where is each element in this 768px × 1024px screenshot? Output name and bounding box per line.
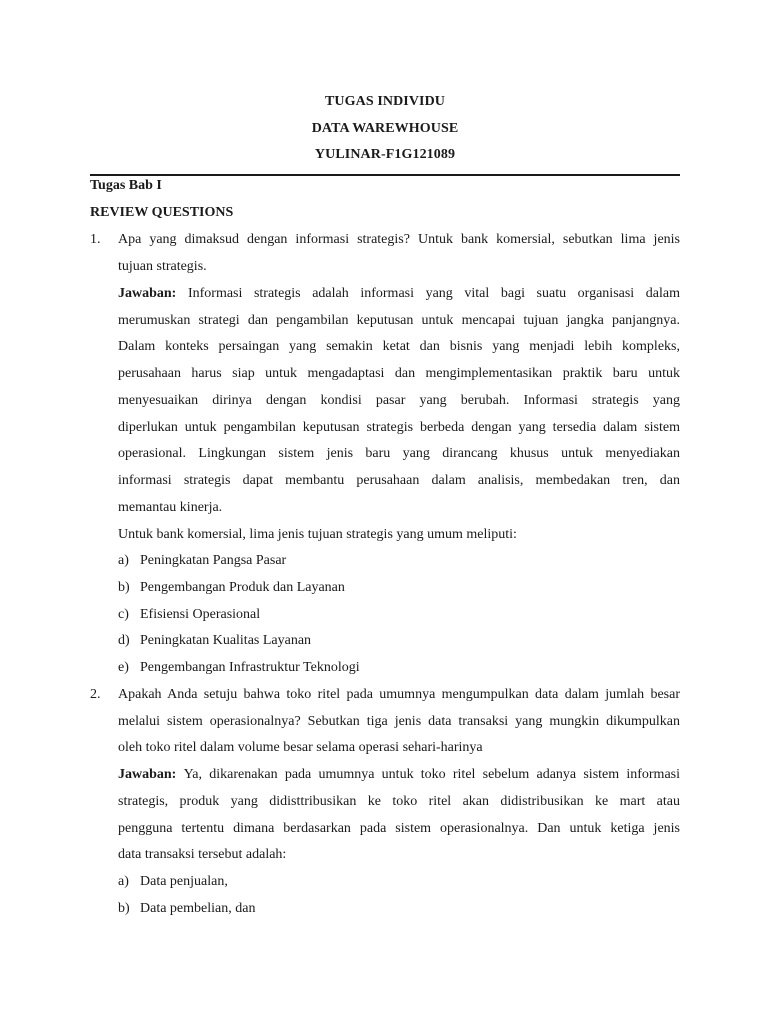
document-subject: DATA WAREWHOUSE [311, 121, 459, 136]
answer-2-text: Ya, dikarenakan pada umumnya untuk toko ritel sebelum adanya sistem informasi [183, 767, 681, 782]
answer-2-line: pengguna tertentu dimana berdasarkan pada sistem operasionalnya. Dan untuk ketiga jenis [118, 821, 680, 836]
answer-1-intro: Untuk bank komersial, lima jenis tujuan strategis yang umum meliputi: [118, 527, 517, 542]
answer-1-line: operasional. Lingkungan sistem jenis baru yang dirancang khusus untuk menyediakan [118, 446, 680, 461]
answer-1-line-1 [118, 286, 680, 302]
list-item-marker: d) [118, 633, 130, 648]
section-label: Tugas Bab I [90, 178, 162, 193]
document-title: TUGAS INDIVIDU [324, 94, 446, 109]
answer-1-line: informasi strategis dapat membantu perusahaan dalam analisis, membedakan tren, dan [118, 473, 680, 488]
list-item: Peningkatan Kualitas Layanan [140, 633, 312, 648]
question-2-text-line: Apakah Anda setuju bahwa toko ritel pada umumnya mengumpulkan data dalam jumlah besar [118, 687, 680, 702]
answer-1-line: perusahaan harus siap untuk mengadaptasi dan mengimplementasikan praktik baru untuk [118, 366, 680, 381]
answer-2-line: strategis, produk yang didisttribusikan ke toko ritel akan didistribusikan ke mart atau [118, 794, 680, 809]
answer-1-line: menyesuaikan dirinya dengan kondisi pasar yang berubah. Informasi strategis yang [118, 393, 680, 408]
list-item-marker: e) [118, 660, 129, 675]
question-1-number: 1. [90, 232, 101, 247]
list-item-marker: c) [118, 607, 129, 622]
list-item: Peningkatan Pangsa Pasar [140, 553, 287, 568]
answer-1-label: Jawaban: [118, 286, 177, 301]
section-heading: REVIEW QUESTIONS [90, 205, 234, 220]
answer-1-line: memantau kinerja. [118, 500, 223, 515]
question-2-number: 2. [90, 687, 101, 702]
document-author: YULINAR-F1G121089 [314, 147, 456, 162]
question-1-text-line: tujuan strategis. [118, 259, 207, 274]
answer-2-line: data transaksi tersebut adalah: [118, 847, 287, 862]
list-item: Efisiensi Operasional [140, 607, 261, 622]
list-item: Pengembangan Produk dan Layanan [140, 580, 345, 595]
answer-1-text: Informasi strategis adalah informasi yang vital bagi suatu organisasi dalam [187, 286, 680, 301]
list-item-marker: a) [118, 874, 129, 889]
question-2-text-line: oleh toko ritel dalam volume besar selama operasi sehari-harinya [118, 740, 483, 755]
list-item: Data pembelian, dan [140, 901, 256, 916]
answer-2-line-1 [118, 767, 680, 783]
answer-1-line: Dalam konteks persaingan yang semakin ketat dan bisnis yang menjadi lebih kompleks, [118, 339, 680, 354]
list-item-marker: b) [118, 901, 130, 916]
question-1-text-line: Apa yang dimaksud dengan informasi strategis? Untuk bank komersial, sebutkan lima jenis [118, 232, 680, 247]
answer-2-label: Jawaban: [118, 767, 177, 782]
list-item-marker: a) [118, 553, 129, 568]
list-item: Data penjualan, [140, 874, 228, 889]
list-item-marker: b) [118, 580, 130, 595]
header-divider [90, 174, 680, 176]
answer-1-line: merumuskan strategi dan pengambilan keputusan untuk mencapai tujuan jangka panjangnya. [118, 313, 680, 328]
question-2-text-line: melalui sistem operasionalnya? Sebutkan tiga jenis data transaksi yang mungkin dikumpulkan [118, 714, 680, 729]
answer-1-line: diperlukan untuk pengambilan keputusan strategis berbeda dengan yang tersedia dalam sistem [118, 420, 680, 435]
list-item: Pengembangan Infrastruktur Teknologi [140, 660, 360, 675]
